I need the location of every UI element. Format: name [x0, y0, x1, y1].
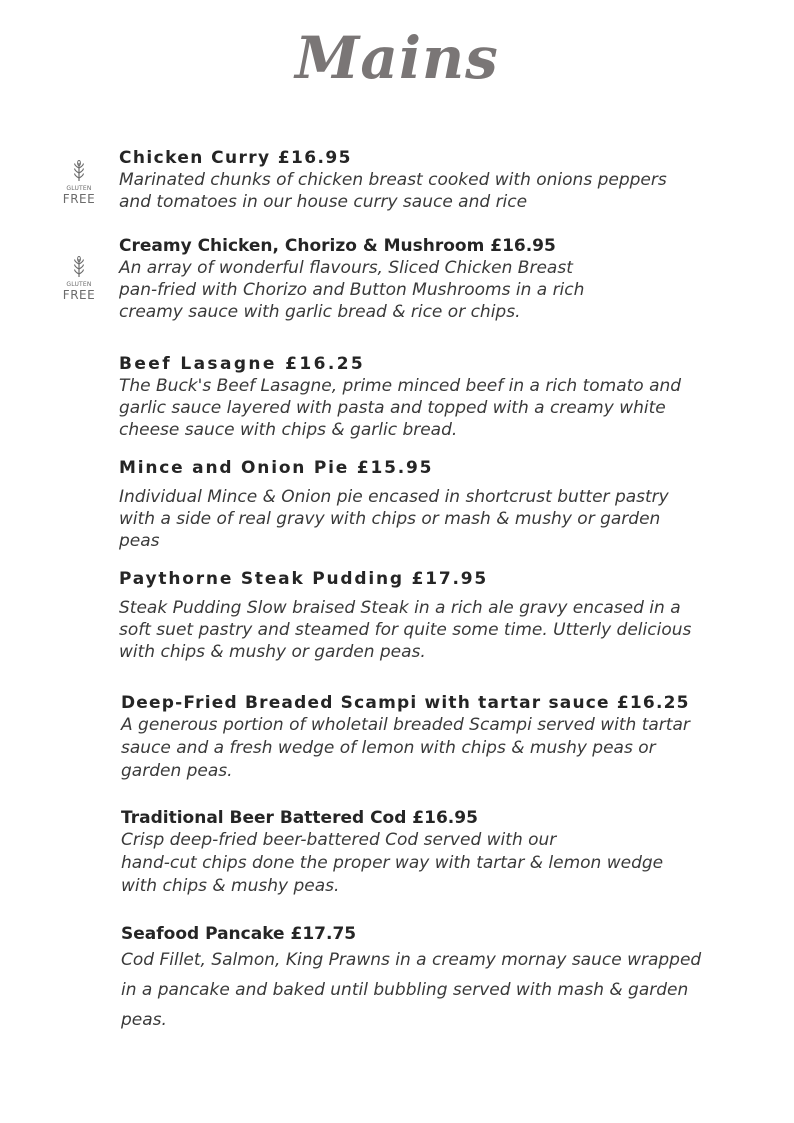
item-description-line: The Buck's Beef Lasagne, prime minced beef in a rich tomato and	[119, 376, 682, 396]
gluten-free-badge	[58, 256, 100, 301]
menu-item-creamy-chicken	[119, 235, 729, 323]
menu-item-steak-pudding	[119, 568, 729, 663]
item-name: Chicken Curry £16.95	[119, 148, 352, 168]
gluten-label: GLUTEN	[66, 185, 92, 192]
page-title: Mains	[295, 24, 499, 92]
item-description-line: Marinated chunks of chicken breast cooked with onions peppers	[119, 170, 667, 190]
item-description-line: garlic sauce layered with pasta and topped with a creamy white	[119, 398, 666, 418]
item-description-line: with chips & mushy or garden peas.	[119, 642, 426, 662]
item-description-line: Steak Pudding Slow braised Steak in a rich ale gravy encased in a	[119, 598, 681, 618]
item-description-line: peas	[119, 531, 160, 551]
menu-item-mince-onion-pie	[119, 457, 729, 552]
item-name: Beef Lasagne £16.25	[119, 354, 366, 374]
item-description-line: hand-cut chips done the proper way with tartar & lemon wedge	[121, 853, 664, 873]
item-description-line: Cod Fillet, Salmon, King Prawns in a creamy mornay sauce wrapped	[121, 950, 702, 970]
wheat-icon	[72, 160, 86, 182]
item-description-line: and tomatoes in our house curry sauce and rice	[119, 192, 528, 212]
gluten-label: GLUTEN	[66, 281, 92, 288]
item-description-line: Crisp deep-fried beer-battered Cod served with our	[121, 830, 557, 850]
menu-item-seafood-pancake	[121, 923, 731, 1035]
item-description-line: in a pancake and baked until bubbling served with mash & garden	[121, 980, 689, 1000]
free-label: FREE	[62, 288, 96, 302]
item-description-line: A generous portion of wholetail breaded Scampi served with tartar	[121, 715, 690, 735]
item-description-line: with chips & mushy peas.	[121, 876, 340, 896]
item-description-line: peas.	[121, 1010, 167, 1030]
item-description-line: sauce and a fresh wedge of lemon with chips & mushy peas or	[121, 738, 656, 758]
item-description-line: soft suet pastry and steamed for quite some time. Utterly delicious	[119, 620, 692, 640]
menu-item-scampi	[121, 692, 731, 783]
item-description-line: pan-fried with Chorizo and Button Mushrooms in a rich	[119, 280, 585, 300]
item-description-line: with a side of real gravy with chips or mash & mushy or garden	[119, 509, 661, 529]
menu-item-battered-cod	[121, 807, 731, 898]
item-description-line: garden peas.	[121, 761, 233, 781]
item-description-line: creamy sauce with garlic bread & rice or chips.	[119, 302, 521, 322]
item-name: Traditional Beer Battered Cod £16.95	[121, 808, 478, 828]
item-name: Deep-Fried Breaded Scampi with tartar sauce £16.25	[121, 693, 690, 713]
item-description-line: cheese sauce with chips & garlic bread.	[119, 420, 458, 440]
wheat-icon	[72, 256, 86, 278]
gluten-free-badge	[58, 160, 100, 205]
free-label: FREE	[62, 192, 96, 206]
item-name: Paythorne Steak Pudding £17.95	[119, 569, 488, 589]
item-name: Seafood Pancake £17.75	[121, 924, 357, 944]
item-description-line: Individual Mince & Onion pie encased in shortcrust butter pastry	[119, 487, 669, 507]
menu-item-beef-lasagne	[119, 353, 729, 441]
menu-item-chicken-curry	[119, 147, 729, 213]
item-description-line: An array of wonderful flavours, Sliced Chicken Breast	[119, 258, 573, 278]
item-name: Creamy Chicken, Chorizo & Mushroom £16.95	[119, 236, 556, 256]
item-name: Mince and Onion Pie £15.95	[119, 458, 434, 478]
